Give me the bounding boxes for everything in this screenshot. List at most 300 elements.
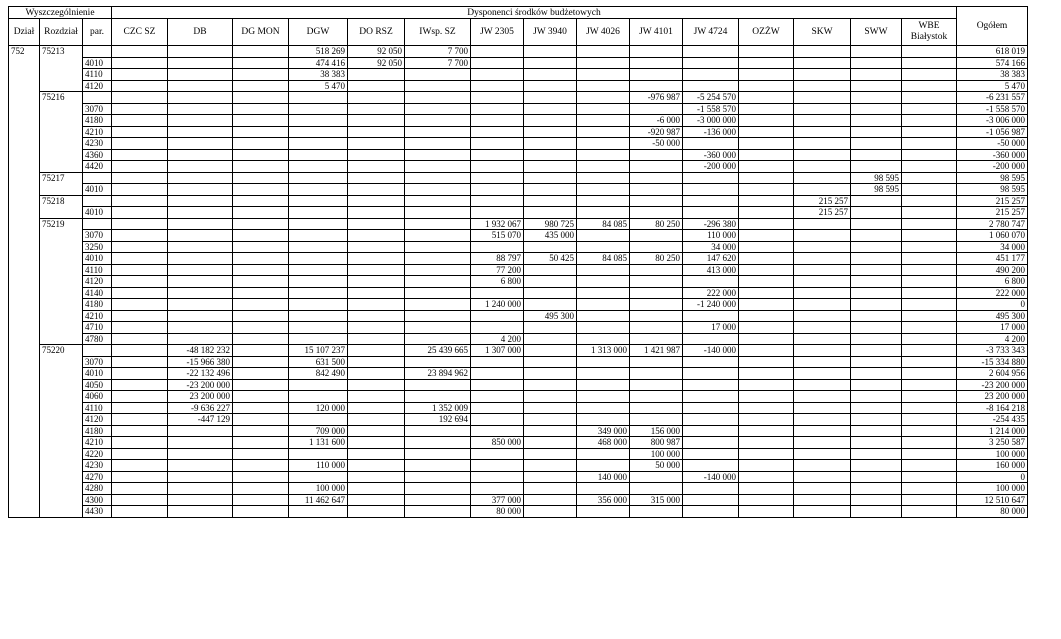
table-cell [471, 471, 524, 483]
cell-dzial [9, 333, 40, 345]
table-cell [902, 80, 957, 92]
cell-paragraf [83, 345, 112, 357]
table-row [9, 115, 1028, 127]
table-cell [794, 437, 851, 449]
table-cell: 215 257 [794, 207, 851, 219]
table-cell [851, 80, 902, 92]
table-cell [112, 402, 168, 414]
table-cell [577, 69, 630, 81]
cell-ogolem: -15 334 880 [957, 356, 1028, 368]
table-cell [739, 437, 794, 449]
cell-dzial [9, 195, 40, 207]
cell-ogolem: 490 200 [957, 264, 1028, 276]
cell-paragraf: 4180 [83, 299, 112, 311]
cell-ogolem: 12 510 647 [957, 494, 1028, 506]
table-cell [348, 310, 405, 322]
table-cell [233, 460, 289, 472]
table-cell: -136 000 [683, 126, 739, 138]
table-cell [524, 46, 577, 58]
table-cell [471, 287, 524, 299]
table-cell [794, 149, 851, 161]
table-row [9, 161, 1028, 173]
table-cell [577, 391, 630, 403]
cell-rozdzial [40, 333, 83, 345]
table-cell [902, 460, 957, 472]
cell-ogolem: -3 006 000 [957, 115, 1028, 127]
table-cell: -22 132 496 [168, 368, 233, 380]
table-cell [851, 241, 902, 253]
table-cell [471, 425, 524, 437]
table-cell [405, 460, 471, 472]
cell-dzial [9, 437, 40, 449]
table-cell [902, 57, 957, 69]
table-cell [683, 437, 739, 449]
table-cell [794, 322, 851, 334]
cell-dzial [9, 299, 40, 311]
cell-dzial [9, 506, 40, 518]
cell-dzial [9, 184, 40, 196]
cell-ogolem: -6 231 557 [957, 92, 1028, 104]
table-cell [405, 356, 471, 368]
table-cell [168, 57, 233, 69]
table-cell [902, 494, 957, 506]
cell-rozdzial [40, 448, 83, 460]
table-cell [902, 437, 957, 449]
table-cell [851, 253, 902, 265]
table-cell [168, 46, 233, 58]
cell-dzial [9, 471, 40, 483]
table-cell [233, 402, 289, 414]
table-cell [630, 471, 683, 483]
cell-ogolem: -23 200 000 [957, 379, 1028, 391]
table-cell [902, 333, 957, 345]
table-cell [112, 310, 168, 322]
table-cell [405, 161, 471, 173]
cell-rozdzial: 75217 [40, 172, 83, 184]
table-cell: 23 894 962 [405, 368, 471, 380]
table-cell [851, 149, 902, 161]
table-cell [902, 483, 957, 495]
table-cell: -1 240 000 [683, 299, 739, 311]
table-cell: 98 595 [851, 184, 902, 196]
table-cell [233, 80, 289, 92]
table-cell [739, 103, 794, 115]
cell-rozdzial [40, 184, 83, 196]
table-cell [289, 230, 348, 242]
table-cell: 100 000 [630, 448, 683, 460]
table-row [9, 402, 1028, 414]
table-cell [289, 253, 348, 265]
cell-dzial [9, 460, 40, 472]
cell-rozdzial [40, 253, 83, 265]
table-cell [577, 172, 630, 184]
table-cell: -6 000 [630, 115, 683, 127]
table-cell [233, 322, 289, 334]
table-cell [524, 437, 577, 449]
table-cell [851, 218, 902, 230]
cell-paragraf [83, 46, 112, 58]
table-cell [739, 184, 794, 196]
table-cell [683, 506, 739, 518]
table-cell [405, 299, 471, 311]
table-cell [683, 494, 739, 506]
table-cell [851, 299, 902, 311]
table-cell [168, 103, 233, 115]
table-cell [683, 483, 739, 495]
cell-dzial [9, 448, 40, 460]
cell-paragraf: 4120 [83, 414, 112, 426]
table-cell [739, 92, 794, 104]
cell-ogolem: 38 383 [957, 69, 1028, 81]
table-cell [348, 230, 405, 242]
table-cell [233, 494, 289, 506]
cell-ogolem: 100 000 [957, 448, 1028, 460]
table-cell [577, 356, 630, 368]
table-cell [471, 80, 524, 92]
table-cell [577, 161, 630, 173]
table-cell [739, 138, 794, 150]
cell-paragraf: 4010 [83, 207, 112, 219]
cell-dzial [9, 483, 40, 495]
cell-ogolem: 618 019 [957, 46, 1028, 58]
table-row [9, 448, 1028, 460]
table-cell [739, 356, 794, 368]
table-cell [524, 402, 577, 414]
table-cell [630, 57, 683, 69]
table-cell [168, 437, 233, 449]
table-cell [851, 471, 902, 483]
cell-ogolem: -8 164 218 [957, 402, 1028, 414]
table-cell [630, 264, 683, 276]
table-cell [630, 230, 683, 242]
table-cell [524, 161, 577, 173]
table-cell [348, 80, 405, 92]
table-cell [471, 310, 524, 322]
table-cell [739, 46, 794, 58]
table-cell [794, 264, 851, 276]
table-cell: 88 797 [471, 253, 524, 265]
cell-dzial [9, 69, 40, 81]
cell-rozdzial [40, 80, 83, 92]
table-cell: -9 636 227 [168, 402, 233, 414]
table-cell [471, 356, 524, 368]
table-cell [630, 69, 683, 81]
table-cell [348, 483, 405, 495]
table-cell [739, 379, 794, 391]
table-row [9, 241, 1028, 253]
table-cell [577, 80, 630, 92]
table-cell [739, 264, 794, 276]
header-col-do-rsz: DO RSZ [348, 19, 405, 46]
cell-ogolem: 215 257 [957, 207, 1028, 219]
table-cell [112, 345, 168, 357]
table-cell [524, 115, 577, 127]
cell-ogolem: 0 [957, 299, 1028, 311]
table-cell: 850 000 [471, 437, 524, 449]
cell-ogolem: -360 000 [957, 149, 1028, 161]
table-cell [471, 46, 524, 58]
cell-dzial [9, 494, 40, 506]
table-cell [289, 391, 348, 403]
table-row [9, 138, 1028, 150]
cell-rozdzial: 75218 [40, 195, 83, 207]
table-cell [683, 425, 739, 437]
cell-rozdzial [40, 57, 83, 69]
table-cell [683, 80, 739, 92]
cell-paragraf: 4360 [83, 149, 112, 161]
table-cell [630, 103, 683, 115]
table-cell [289, 287, 348, 299]
table-cell [471, 391, 524, 403]
table-cell [405, 506, 471, 518]
table-cell [902, 287, 957, 299]
table-cell [524, 69, 577, 81]
table-cell [794, 506, 851, 518]
table-cell [683, 138, 739, 150]
table-cell [902, 356, 957, 368]
table-cell [902, 379, 957, 391]
table-cell [794, 230, 851, 242]
header-col-jw-3940: JW 3940 [524, 19, 577, 46]
table-cell: 377 000 [471, 494, 524, 506]
table-cell [739, 253, 794, 265]
table-cell [471, 414, 524, 426]
table-cell [233, 276, 289, 288]
table-cell [112, 218, 168, 230]
table-cell [902, 402, 957, 414]
table-cell: 349 000 [577, 425, 630, 437]
table-cell [112, 356, 168, 368]
table-cell [168, 92, 233, 104]
table-cell [739, 287, 794, 299]
table-cell [577, 310, 630, 322]
table-cell [168, 218, 233, 230]
table-cell: 5 470 [289, 80, 348, 92]
table-cell [794, 356, 851, 368]
table-row [9, 437, 1028, 449]
table-cell [739, 69, 794, 81]
table-cell [851, 230, 902, 242]
table-cell [851, 69, 902, 81]
cell-rozdzial [40, 230, 83, 242]
table-cell: -5 254 570 [683, 92, 739, 104]
table-cell [739, 310, 794, 322]
table-cell: -360 000 [683, 149, 739, 161]
table-row [9, 287, 1028, 299]
cell-dzial [9, 264, 40, 276]
cell-dzial [9, 126, 40, 138]
table-row [9, 149, 1028, 161]
table-cell [524, 471, 577, 483]
table-row [9, 299, 1028, 311]
table-cell [405, 310, 471, 322]
table-cell [902, 276, 957, 288]
table-cell [524, 448, 577, 460]
table-cell [851, 310, 902, 322]
table-cell [233, 115, 289, 127]
table-cell: 80 250 [630, 218, 683, 230]
cell-rozdzial [40, 161, 83, 173]
table-cell [794, 333, 851, 345]
table-cell [739, 425, 794, 437]
table-cell [233, 483, 289, 495]
table-cell [577, 322, 630, 334]
table-cell [851, 506, 902, 518]
cell-rozdzial: 75220 [40, 345, 83, 357]
table-cell [168, 115, 233, 127]
cell-ogolem: 0 [957, 471, 1028, 483]
table-cell [168, 184, 233, 196]
table-cell [794, 379, 851, 391]
table-row [9, 391, 1028, 403]
table-cell [289, 207, 348, 219]
cell-rozdzial [40, 391, 83, 403]
table-cell: 495 300 [524, 310, 577, 322]
table-cell [289, 241, 348, 253]
table-cell [851, 345, 902, 357]
cell-ogolem: -3 733 343 [957, 345, 1028, 357]
table-cell [289, 333, 348, 345]
table-cell [168, 425, 233, 437]
table-cell [168, 264, 233, 276]
table-cell [233, 425, 289, 437]
cell-dzial [9, 161, 40, 173]
table-cell: 631 500 [289, 356, 348, 368]
table-cell [683, 69, 739, 81]
table-row [9, 264, 1028, 276]
cell-paragraf: 4180 [83, 115, 112, 127]
table-cell [739, 207, 794, 219]
table-cell: 147 620 [683, 253, 739, 265]
table-cell [168, 149, 233, 161]
table-cell [524, 149, 577, 161]
table-cell [233, 69, 289, 81]
table-cell: 34 000 [683, 241, 739, 253]
cell-paragraf: 4300 [83, 494, 112, 506]
cell-ogolem: 98 595 [957, 184, 1028, 196]
table-cell [348, 241, 405, 253]
table-cell [577, 460, 630, 472]
cell-rozdzial [40, 506, 83, 518]
table-cell [405, 322, 471, 334]
table-cell [233, 264, 289, 276]
cell-paragraf [83, 218, 112, 230]
table-cell [739, 414, 794, 426]
table-cell [233, 103, 289, 115]
table-cell [794, 218, 851, 230]
table-cell: -200 000 [683, 161, 739, 173]
table-cell [902, 172, 957, 184]
table-cell [577, 57, 630, 69]
table-cell [348, 218, 405, 230]
cell-paragraf: 4780 [83, 333, 112, 345]
cell-paragraf: 4210 [83, 126, 112, 138]
table-cell [794, 471, 851, 483]
table-cell [794, 138, 851, 150]
table-cell: 38 383 [289, 69, 348, 81]
table-cell [524, 138, 577, 150]
cell-rozdzial [40, 460, 83, 472]
table-cell [348, 276, 405, 288]
table-cell [405, 195, 471, 207]
table-cell [683, 184, 739, 196]
table-cell [902, 149, 957, 161]
table-cell [739, 57, 794, 69]
table-cell [577, 207, 630, 219]
table-cell [902, 425, 957, 437]
table-row [9, 195, 1028, 207]
cell-dzial [9, 92, 40, 104]
header-col-czc-sz: CZC SZ [112, 19, 168, 46]
table-cell [851, 276, 902, 288]
table-cell [739, 161, 794, 173]
table-cell [524, 103, 577, 115]
table-cell [289, 218, 348, 230]
table-cell [524, 287, 577, 299]
cell-dzial [9, 138, 40, 150]
table-cell [405, 437, 471, 449]
cell-rozdzial [40, 402, 83, 414]
table-cell [683, 391, 739, 403]
table-cell [524, 126, 577, 138]
table-cell [168, 333, 233, 345]
table-cell [405, 126, 471, 138]
table-cell [112, 69, 168, 81]
cell-dzial [9, 149, 40, 161]
header-col-ozżw: OZŻW [739, 19, 794, 46]
table-cell [902, 218, 957, 230]
table-cell [851, 425, 902, 437]
table-cell [851, 414, 902, 426]
table-cell [168, 471, 233, 483]
cell-rozdzial [40, 414, 83, 426]
table-cell [348, 299, 405, 311]
table-cell: 50 000 [630, 460, 683, 472]
table-row [9, 368, 1028, 380]
cell-ogolem: 100 000 [957, 483, 1028, 495]
cell-rozdzial [40, 126, 83, 138]
table-cell [112, 103, 168, 115]
table-cell [405, 276, 471, 288]
table-cell [233, 46, 289, 58]
table-cell [851, 92, 902, 104]
cell-dzial [9, 345, 40, 357]
table-cell [524, 322, 577, 334]
cell-ogolem: 495 300 [957, 310, 1028, 322]
table-cell [902, 138, 957, 150]
table-cell [524, 414, 577, 426]
table-cell [233, 57, 289, 69]
table-cell [405, 218, 471, 230]
table-cell [524, 172, 577, 184]
table-cell [233, 287, 289, 299]
table-cell [851, 448, 902, 460]
table-cell [112, 414, 168, 426]
table-cell [348, 356, 405, 368]
table-cell: 11 462 647 [289, 494, 348, 506]
table-cell: 84 085 [577, 218, 630, 230]
table-cell [577, 138, 630, 150]
cell-ogolem: 4 200 [957, 333, 1028, 345]
table-cell [405, 379, 471, 391]
cell-paragraf: 4270 [83, 471, 112, 483]
table-cell [683, 333, 739, 345]
table-cell [405, 92, 471, 104]
table-row [9, 184, 1028, 196]
table-cell [348, 414, 405, 426]
table-cell [739, 483, 794, 495]
table-cell [405, 149, 471, 161]
